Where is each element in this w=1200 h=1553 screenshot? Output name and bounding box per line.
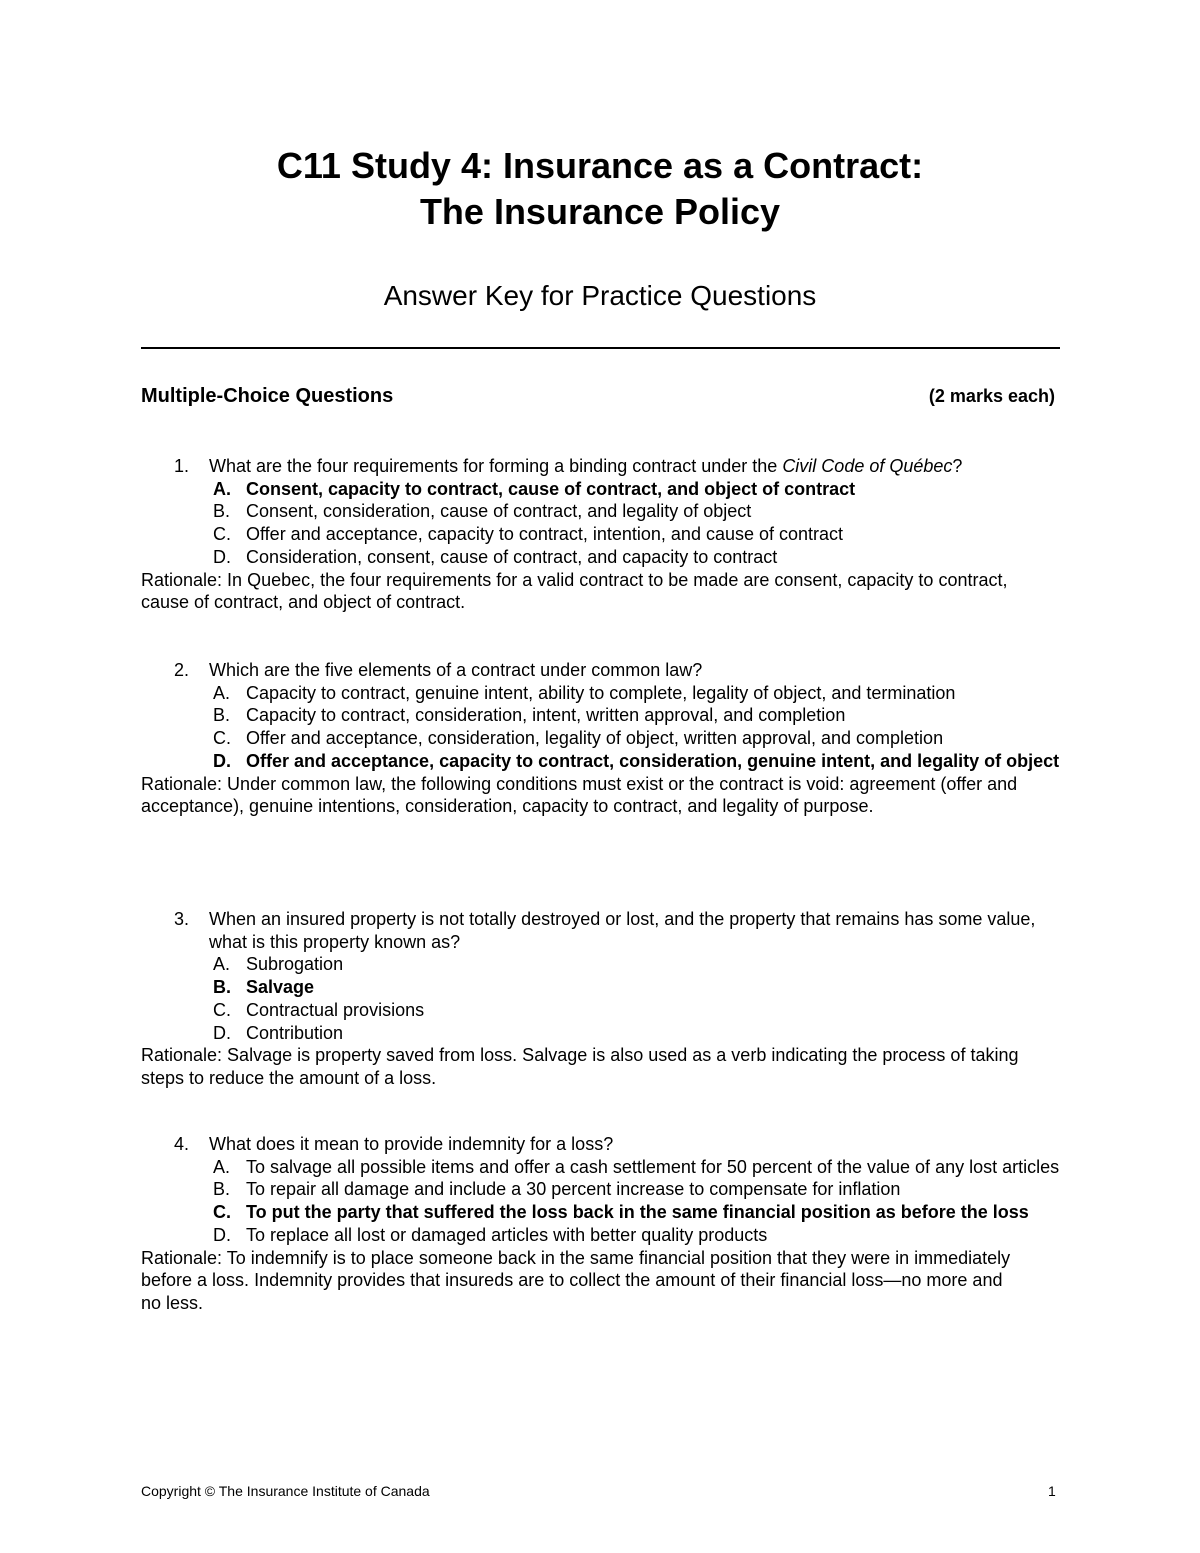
rationale: Rationale: To indemnify is to place someone back in the same financial position that they were in immediately before a loss. Indemnity provides that insureds are to collect the amount of their financial loss—no more and no less. (141, 1247, 1011, 1313)
option-text: Contribution (246, 1022, 344, 1043)
marks-note: (2 marks each) (928, 386, 1055, 406)
option-letter: C. (213, 524, 231, 545)
option-text: To repair all damage and include a 30 percent increase to compensate for inflation (246, 1179, 901, 1200)
option-letter: A. (213, 1156, 231, 1177)
question-number: 3. (174, 909, 190, 929)
option-text: To salvage all possible items and offer a cash settlement for 50 percent of the value of any lost articles (246, 1156, 1060, 1177)
option-letter: D. (213, 1022, 231, 1043)
option-text: Consideration, consent, cause of contract, and capacity to contract (246, 546, 778, 567)
question-stem (174, 1133, 1064, 1156)
option-text: Offer and acceptance, consideration, legality of object, written approval, and completion (246, 728, 944, 749)
option-c (174, 727, 1064, 750)
footer-copyright: Copyright © The Insurance Institute of Canada (141, 1483, 430, 1499)
question-number: 1. (174, 456, 190, 476)
option-c-correct (174, 1201, 1064, 1224)
option-b (174, 704, 1064, 727)
question-text-end: ? (952, 456, 963, 476)
option-text: Consent, consideration, cause of contract, and legality of object (246, 501, 752, 522)
footer-page-number: 1 (1048, 1483, 1056, 1499)
option-text: Offer and acceptance, capacity to contract, consideration, genuine intent, and legality of object (246, 750, 1060, 771)
question-text: Which are the five elements of a contract under common law? (209, 660, 703, 680)
page-title-line-1: C11 Study 4: Insurance as a Contract: (276, 145, 924, 186)
question-text: What are the four requirements for forming a binding contract under the (209, 456, 783, 476)
option-a-correct (174, 478, 1064, 501)
question-3 (141, 908, 1064, 1090)
page-subtitle: Answer Key for Practice Questions (383, 280, 817, 311)
option-d (174, 1022, 1064, 1045)
rationale: Rationale: Under common law, the following conditions must exist or the contract is void: agreement (offer and acceptance), genuine intentions, consideration, capacity to contract, and legality of purpose. (141, 773, 1018, 817)
option-letter: D. (213, 1224, 231, 1245)
option-text: Salvage (246, 977, 315, 998)
question-4 (141, 1133, 1064, 1315)
option-letter: C. (213, 999, 231, 1020)
option-letter: C. (213, 1202, 231, 1223)
option-letter: D. (213, 546, 231, 567)
question-1 (141, 455, 1064, 614)
option-a (174, 1156, 1064, 1179)
question-text-italic: Civil Code of Québec (782, 456, 953, 476)
option-letter: A. (213, 954, 231, 975)
option-letter: B. (213, 501, 231, 522)
question-number: 4. (174, 1134, 190, 1154)
option-d-correct (174, 750, 1064, 773)
option-text: Consent, capacity to contract, cause of contract, and object of contract (246, 478, 856, 499)
option-c (174, 999, 1064, 1022)
option-letter: C. (213, 728, 231, 749)
section-heading: Multiple-Choice Questions (141, 385, 394, 407)
option-d (174, 546, 1064, 569)
rationale: Rationale: Salvage is property saved from loss. Salvage is also used as a verb indicating the process of taking steps to reduce the amount of a loss. (141, 1045, 1019, 1088)
option-text: Subrogation (246, 954, 344, 975)
option-text: Capacity to contract, genuine intent, ability to complete, legality of object, and termination (246, 682, 956, 703)
option-a (174, 953, 1064, 976)
option-b (174, 1178, 1064, 1201)
question-number: 2. (174, 660, 190, 680)
question-stem (174, 659, 1064, 682)
option-letter: B. (213, 705, 231, 726)
page-title-line-2: The Insurance Policy (419, 191, 781, 232)
option-letter: B. (213, 977, 231, 998)
option-text: To replace all lost or damaged articles with better quality products (246, 1224, 768, 1245)
title-divider (141, 347, 1060, 349)
option-letter: A. (213, 478, 231, 499)
option-text: Contractual provisions (246, 999, 425, 1020)
question-text: What does it mean to provide indemnity for a loss? (209, 1134, 614, 1154)
question-stem (174, 908, 1064, 953)
option-text: Capacity to contract, consideration, intent, written approval, and completion (246, 705, 846, 726)
option-letter: B. (213, 1179, 231, 1200)
question-stem (174, 455, 1064, 478)
rationale: Rationale: In Quebec, the four requirements for a valid contract to be made are consent, capacity to contract, cause of contract, and object of contract. (141, 569, 1008, 613)
option-b-correct (174, 976, 1064, 999)
option-text: Offer and acceptance, capacity to contract, intention, and cause of contract (246, 524, 844, 545)
section-header (141, 383, 1055, 409)
option-letter: D. (213, 750, 231, 771)
option-b (174, 500, 1064, 523)
option-c (174, 523, 1064, 546)
question-2 (141, 659, 1064, 818)
option-d (174, 1224, 1064, 1247)
option-text: To put the party that suffered the loss back in the same financial position as before the loss (246, 1202, 1029, 1223)
option-a (174, 682, 1064, 705)
option-letter: A. (213, 682, 231, 703)
question-text: When an insured property is not totally destroyed or lost, and the property that remains has some value, what is this property known as? (209, 909, 1036, 952)
